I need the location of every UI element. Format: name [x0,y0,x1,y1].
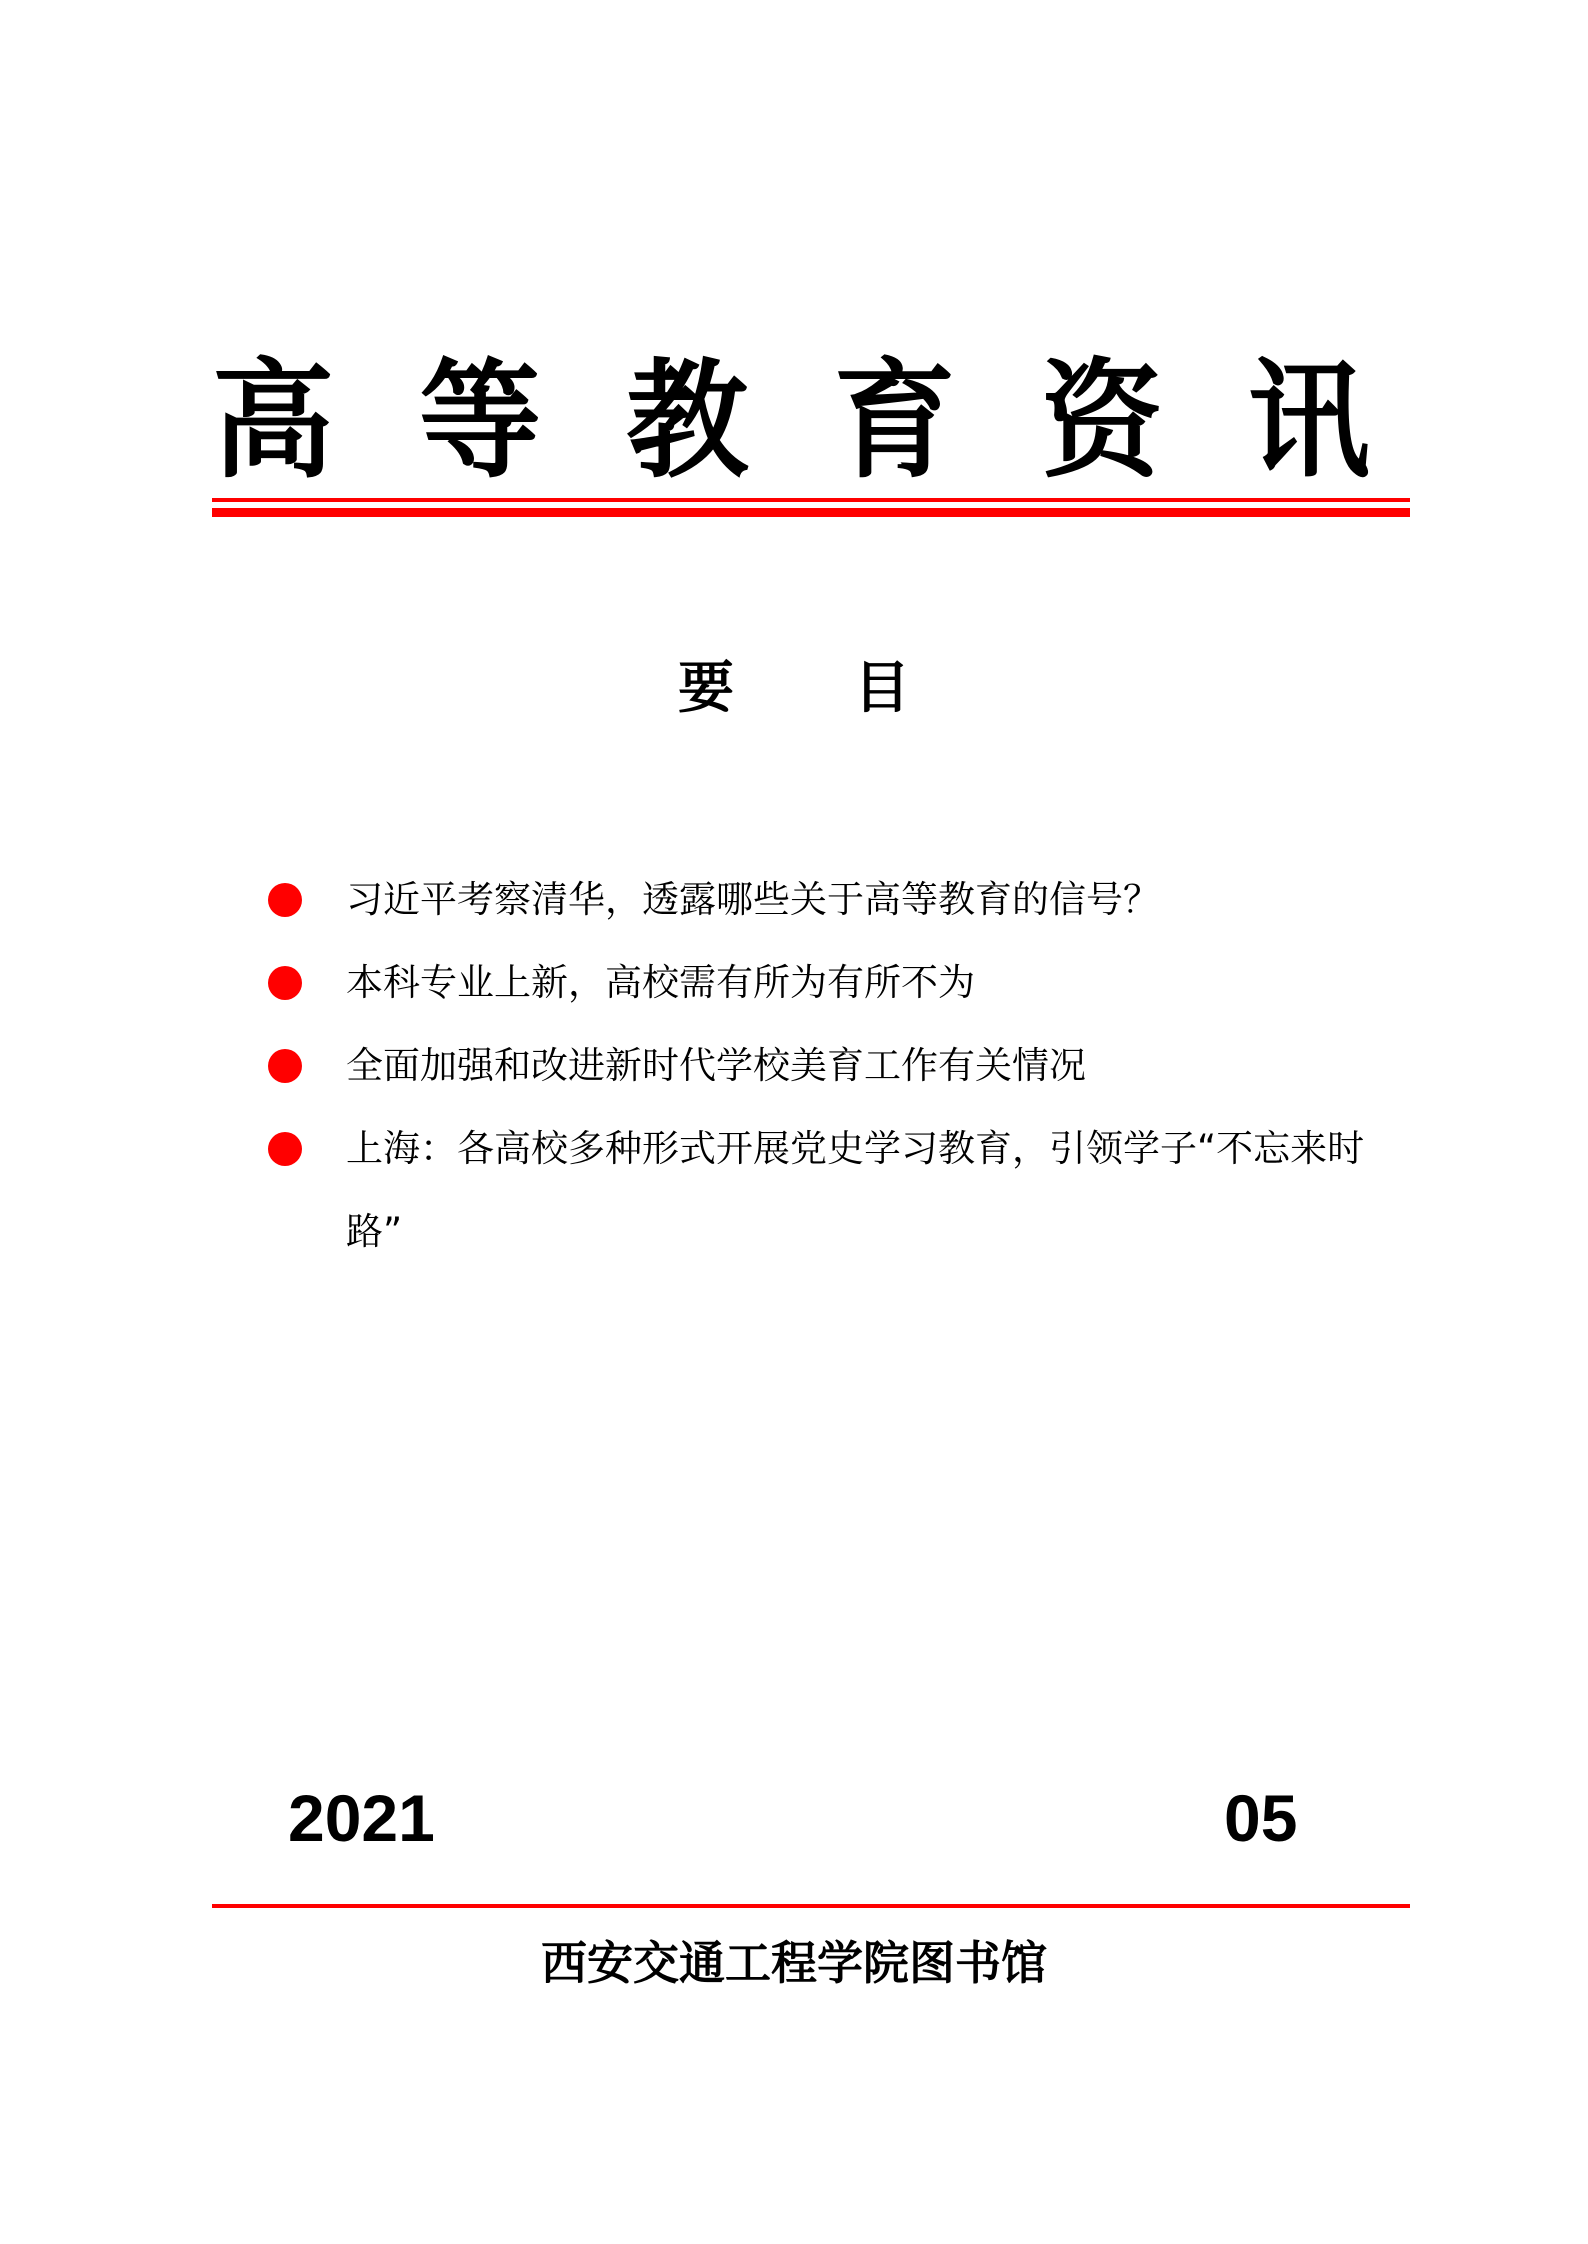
footer-divider [212,1904,1410,1908]
contents-item-text: 习近平考察清华，透露哪些关于高等教育的信号？ [346,878,1160,921]
red-bullet-icon [268,1132,302,1166]
contents-item-text: 本科专业上新，高校需有所为有所不为 [346,961,975,1004]
header-divider-thin [212,498,1410,502]
red-bullet-icon [268,966,302,1000]
red-bullet-icon [268,1049,302,1083]
contents-list [268,858,1408,1273]
contents-heading [0,655,1588,721]
masthead-char: 资 [1040,344,1163,496]
contents-item [268,941,1408,1024]
contents-item [268,1024,1408,1107]
masthead-title [212,340,1370,500]
contents-heading-char: 目 [854,655,910,721]
issue-number: 05 [1224,1781,1298,1855]
masthead-char: 教 [626,344,749,496]
contents-heading-char: 要 [678,655,734,721]
contents-item [268,1107,1408,1273]
publisher-name: 西安交通工程学院图书馆 [541,1936,1047,1990]
header-divider-thick [212,508,1410,517]
masthead-char: 等 [419,344,542,496]
issue-year: 2021 [288,1781,435,1855]
contents-item-text: 全面加强和改进新时代学校美育工作有关情况 [346,1044,1086,1087]
masthead-char: 高 [212,344,334,496]
contents-item-text: 上海：各高校多种形式开展党史学习教育，引领学子“不忘来时路” [346,1127,1365,1253]
red-bullet-icon [268,883,302,917]
contents-item [268,858,1408,941]
masthead-char: 讯 [1247,344,1370,496]
masthead-char: 育 [833,344,956,496]
